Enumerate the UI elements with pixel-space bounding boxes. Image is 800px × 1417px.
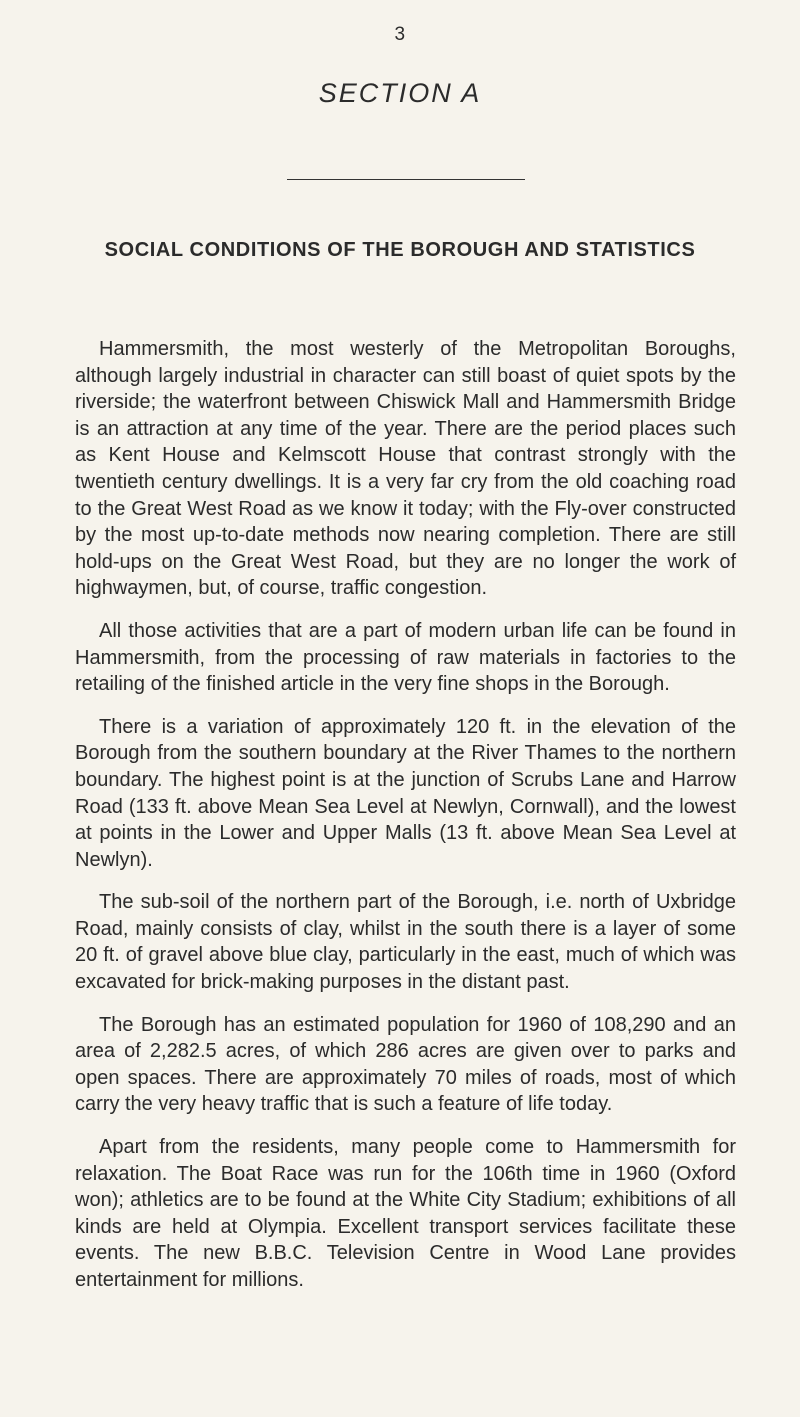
paragraph: Apart from the residents, many people come to Hammersmith for relaxation. The Boat Race was run for the 106th time in 1960 (Oxford won); athletics are to be found at the White City Stadium; exhibitions of all kinds are held at Olympia. Excellent transport services facilitate these events. The new B.B.C. Television Centre in Wood Lane provides entertainment for millions. <box>75 1136 736 1291</box>
section-heading: SOCIAL CONDITIONS OF THE BOROUGH AND STATISTICS <box>104 239 696 261</box>
section-title: SECTION A <box>318 78 482 108</box>
paragraph: Hammersmith, the most westerly of the Metropolitan Boroughs, although largely industrial in character can still boast of quiet spots by the riverside; the waterfront between Chiswick Mall and Hammersmith Bridge is an attraction at any time of the year. There are the period places such as Kent House and Kelmscott House that contrast strongly with the twentieth century dwellings. It is a very far cry from the old coaching road to the Great West Road as we know it today; with the Fly-over constructed by the most up-to-date methods now nearing completion. There are still hold-ups on the Great West Road, but they are no longer the work of highwaymen, but, of course, traffic congestion. <box>75 338 736 600</box>
paragraph: The sub-soil of the northern part of the Borough, i.e. north of Uxbridge Road, mainly consists of clay, whilst in the south there is a layer of some 20 ft. of gravel above blue clay, particularly in the east, much of which was excavated for brick-making purposes in the distant past. <box>75 891 736 994</box>
paragraph: The Borough has an estimated population for 1960 of 108,290 and an area of 2,282.5 acres, of which 286 acres are given over to parks and open spaces. There are approximately 70 miles of roads, most of which carry the very heavy traffic that is such a feature of life today. <box>75 1013 736 1116</box>
page-number: 3 <box>394 24 406 45</box>
section-divider <box>287 179 525 180</box>
body-text <box>75 336 736 1310</box>
paragraph: All those activities that are a part of modern urban life can be found in Hammersmith, from the processing of raw materials in factories to the retailing of the finished article in the very fine shops in the Borough. <box>75 619 736 696</box>
paragraph: There is a variation of approximately 120 ft. in the elevation of the Borough from the southern boundary at the River Thames to the northern boundary. The highest point is at the junction of Scrubs Lane and Harrow Road (133 ft. above Mean Sea Level at Newlyn, Cornwall), and the lowest at points in the Lower and Upper Malls (13 ft. above Mean Sea Level at Newlyn). <box>75 715 736 871</box>
